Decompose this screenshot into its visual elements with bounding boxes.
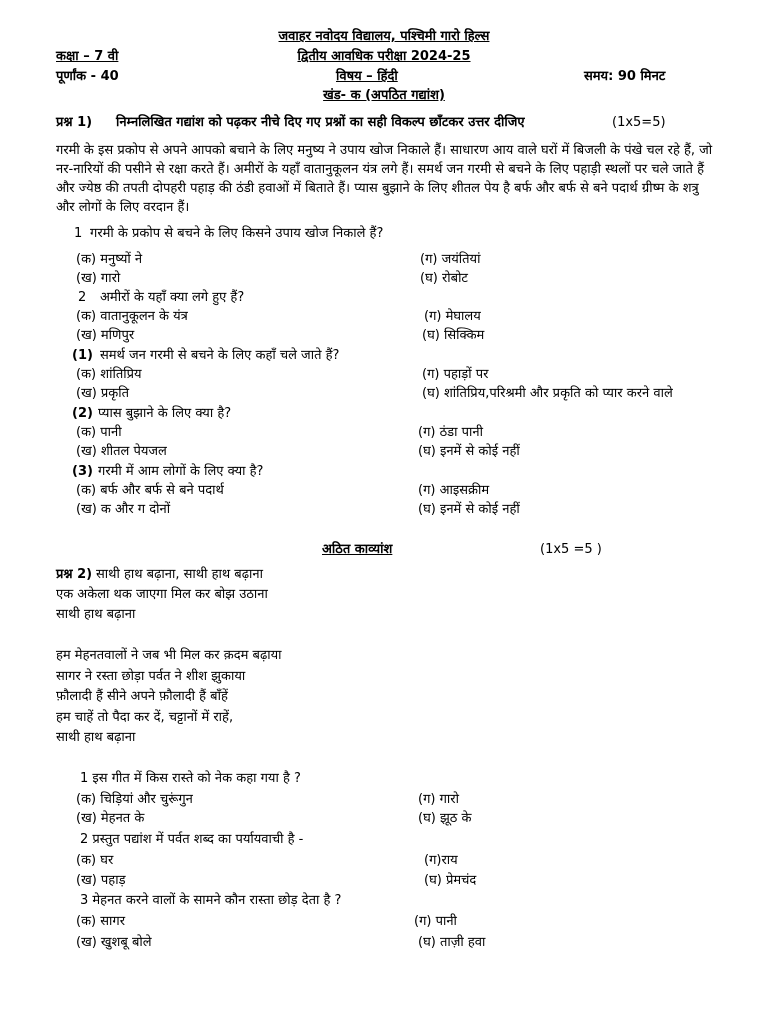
option-ga: (ग) आइसक्रीम: [418, 483, 490, 498]
poem-line: फ़ौलादी हैं सीने अपने फ़ौलादी हैं बाँहें: [56, 689, 228, 704]
option-kha: (ख) खुशबू बोले: [76, 935, 152, 950]
q1-question-num: (3): [72, 464, 93, 479]
max-marks: पूर्णांक - 40: [56, 69, 119, 84]
section-title: खंड- क (अपठित गद्यांश): [323, 88, 445, 103]
q1-question-text: अमीरों के यहाँ क्या लगे हुए हैं?: [100, 290, 245, 305]
option-ga: (ग) पानी: [414, 914, 457, 929]
q1-label: प्रश्न 1): [56, 115, 93, 130]
option-ka: (क) सागर: [76, 914, 126, 929]
option-gha: (घ) झूठ के: [418, 811, 472, 826]
option-gha: (घ) रोबोट: [420, 271, 468, 286]
poem-line: साथी हाथ बढ़ाना: [56, 607, 136, 622]
school-name: जवाहर नवोदय विद्यालय, पश्चिमी गारो हिल्स: [278, 29, 490, 44]
option-ga: (ग) पहाड़ों पर: [422, 367, 489, 382]
time-label: समय: 90 मिनट: [584, 69, 666, 84]
option-gha: (घ) ताज़ी हवा: [418, 935, 486, 950]
option-kha: (ख) गारो: [76, 271, 121, 286]
option-ka: (क) बर्फ और बर्फ से बने पदार्थ: [76, 483, 224, 498]
exam-title: द्वितीय आवधिक परीक्षा 2024-25: [297, 49, 471, 64]
q1-question-num: (1): [72, 348, 93, 363]
option-ka: (क) पानी: [76, 425, 122, 440]
q1-marks: (1x5=5): [612, 115, 666, 130]
option-gha: (घ) सिक्किम: [422, 328, 485, 343]
option-gha: (घ) इनमें से कोई नहीं: [418, 444, 520, 459]
option-ka: (क) चिड़ियां और चुरूंगुन: [76, 792, 193, 807]
subject-label: विषय – हिंदी: [336, 69, 398, 84]
q1-question-text: समर्थ जन गरमी से बचने के लिए कहाँ चले जाते हैं?: [100, 348, 340, 363]
option-kha: (ख) शीतल पेयजल: [76, 444, 167, 459]
option-gha: (घ) प्रेमचंद: [424, 873, 477, 888]
q1-instruction: निम्नलिखित गद्यांश को पढ़कर नीचे दिए गए प्रश्नों का सही विकल्प छाँटकर उत्तर दीजिए: [116, 115, 525, 130]
option-ga: (ग) गारो: [418, 792, 459, 807]
option-kha: (ख) मणिपुर: [76, 328, 135, 343]
q2-heading: अठित काव्यांश: [322, 542, 393, 557]
option-gha: (घ) इनमें से कोई नहीं: [418, 502, 520, 517]
q2-question-text: 2 प्रस्तुत पद्यांश में पर्वत शब्द का पर्यायवाची है -: [80, 832, 304, 847]
poem-line: एक अकेला थक जाएगा मिल कर बोझ उठाना: [56, 587, 268, 602]
q1-question-num: 1: [74, 226, 83, 241]
option-ga: (ग) मेघालय: [424, 309, 481, 324]
poem-line: सागर ने रस्ता छोड़ा पर्वत ने शीश झुकाया: [56, 669, 246, 684]
option-kha: (ख) प्रकृति: [76, 386, 130, 401]
q2-marks: (1x5 =5 ): [540, 542, 602, 557]
option-ga: (ग) ठंडा पानी: [418, 425, 483, 440]
option-ga: (ग) जयंतियां: [420, 252, 481, 267]
q2-question-text: 3 मेहनत करने वालों के सामने कौन रास्ता छोड़ देता है ?: [80, 893, 342, 908]
q1-question-num: 2: [78, 290, 87, 305]
poem-line: साथी हाथ बढ़ाना: [56, 730, 136, 745]
class-label: कक्षा – 7 वी: [56, 49, 119, 64]
poem-line: साथी हाथ बढ़ाना, साथी हाथ बढ़ाना: [96, 567, 263, 582]
option-ka: (क) शांतिप्रिय: [76, 367, 142, 382]
q1-question-text: गरमी में आम लोगों के लिए क्या है?: [98, 464, 264, 479]
option-kha: (ख) मेहनत के: [76, 811, 145, 826]
poem-line: हम चाहें तो पैदा कर दें, चट्टानों में राहें,: [56, 710, 234, 725]
option-gha: (घ) शांतिप्रिय,परिश्रमी और प्रकृति को प्यार करने वाले: [422, 386, 673, 401]
option-kha: (ख) क और ग दोनों: [76, 502, 171, 517]
option-kha: (ख) पहाड़: [76, 873, 126, 888]
option-ka: (क) वातानुकूलन के यंत्र: [76, 309, 188, 324]
q2-label: प्रश्न 2): [56, 567, 93, 582]
q2-question-text: 1 इस गीत में किस रास्ते को नेक कहा गया है ?: [80, 771, 301, 786]
q1-question-num: (2): [72, 406, 93, 421]
option-ga: (ग)राय: [424, 853, 458, 868]
q1-question-text: गरमी के प्रकोप से बचने के लिए किसने उपाय खोज निकाले हैं?: [90, 226, 384, 241]
poem-line: हम मेहनतवालों ने जब भी मिल कर क़दम बढ़ाया: [56, 648, 282, 663]
q1-question-text: प्यास बुझाने के लिए क्या है?: [98, 406, 232, 421]
option-ka: (क) मनुष्यों ने: [76, 252, 143, 267]
q1-passage: गरमी के इस प्रकोप से अपने आपको बचाने के लिए मनुष्य ने उपाय खोज निकाले हैं। साधारण आय वाले घरों में बिजली के पंखे चल रहे हैं, जो नर-नारियों की पसीने से रक्षा करते हैं। अमीरों के यहाँ वातानुकूलन यंत्र लगे हैं। समर्थ जन गरमी से बचने के लिए पहाड़ी स्थलों पर चले जाते हैं और ज्येष्ठ की तपती दोपहरी पहाड़ की ठंडी हवाओं में बिताते हैं। प्यास बुझाने के लिए शीतल पेय है बर्फ और बर्फ से बने पदार्थ ग्रीष्म के शत्रु और लोगों के लिए वरदान हैं।: [56, 143, 713, 215]
option-ka: (क) घर: [76, 853, 114, 868]
